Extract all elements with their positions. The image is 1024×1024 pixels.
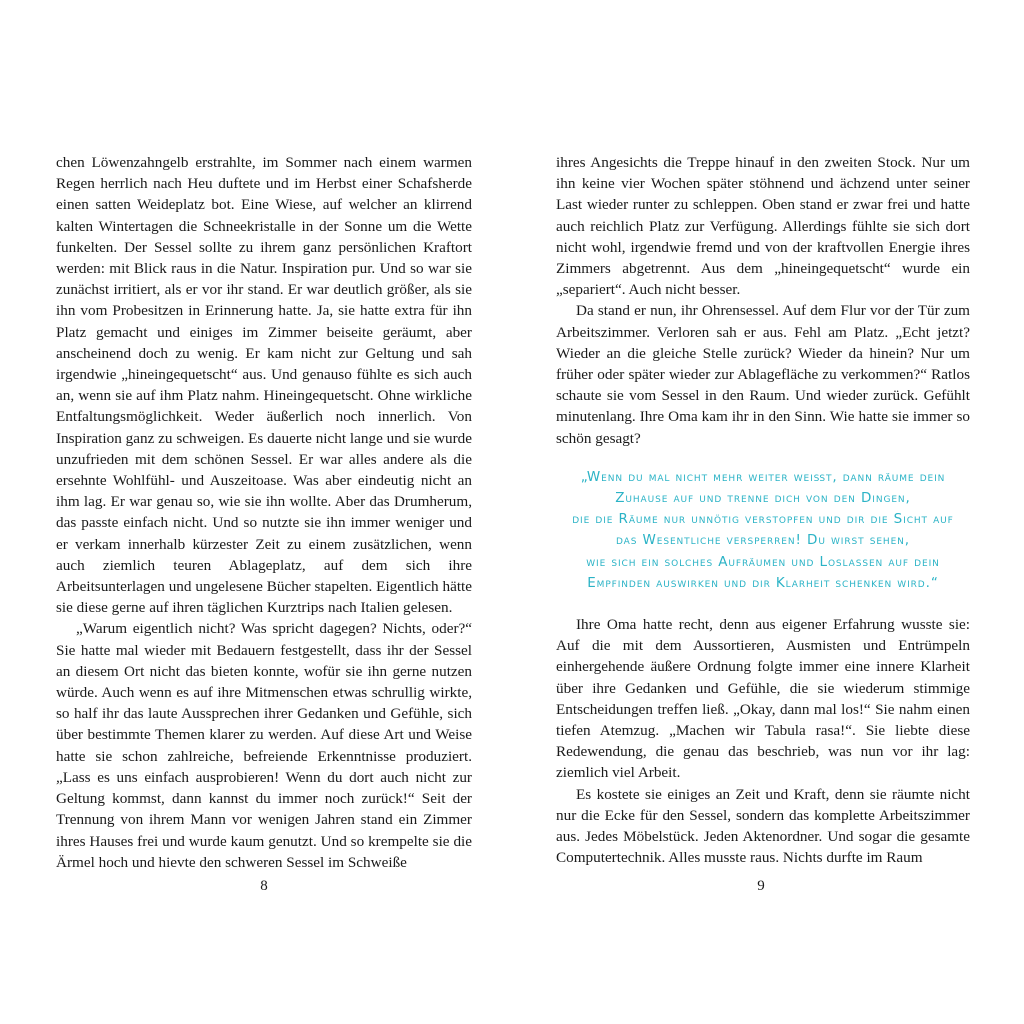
- quote-line: Empfinden auswirken und dir Klarheit schenken wird.“: [587, 574, 939, 591]
- left-page: [56, 152, 472, 873]
- right-page: [556, 152, 970, 869]
- page-number-right: 9: [757, 878, 765, 894]
- left-paragraph-1: chen Löwenzahngelb erstrahlte, im Sommer nach einem warmen Regen herrlich nach Heu duftete und im Herbst einer Schafsherde einen satten Weideplatz bot. Eine Wiese, auf welcher an klirrend kalten Wintertagen die Schneekristalle in der Sonne um die Wette funkelten. Der Sessel sollte zu ihrem ganz persönlichen Kraftort werden: mit Blick raus in die Natur. Inspiration pur. Und so war sie zunächst irritiert, als er vor ihr stand. Er war deutlich größer, als sie ihn vom Probesitzen in Erinnerung hatte. Ja, sie hatte extra für ihn Platz gemacht und einiges im Zimmer beiseite geräumt, aber anscheinend doch zu wenig. Er kam nicht zur Geltung und sah irgendwie „hineingequetscht“ aus. Und genauso fühlte es sich auch an, wenn sie auf ihm Platz nahm. Hineingequetscht. Ohne wirkliche Entfaltungsmöglichkeit. Weder äußerlich noch innerlich. Von Inspiration ganz zu schweigen. Es dauerte nicht lange und sie wurde unzufrieden mit dem schönen Sessel. Er war alles andere als die ersehnte Wohlfühl- und Auszeitoase. Was aber eindeutig nicht an ihm lag. Er war genau so, wie sie ihn wollte. Aber das Drumherum, das passte einfach nicht. Und so nutzte sie ihn immer weniger und er verkam innerhalb kürzester Zeit zu einem zusätzlichen, wenn auch ziemlich teuren Ablageplatz, auf dem sich ihre Arbeitsunterlagen und ungelesene Bücher stapelten. Eigentlich hätte sie diese gerne auf ihren täglichen Kurztrips nach Italien gelesen.: [56, 154, 472, 617]
- grandma-quote: [556, 467, 970, 594]
- left-paragraph-2: „Warum eigentlich nicht? Was spricht dagegen? Nichts, oder?“ Sie hatte mal wieder mit Bedauern festgestellt, dass ihr der Sessel an diesem Ort nicht das bieten konnte, wofür sie ihn gerne nutzen würde. Auch wenn es auf ihre Mitmenschen etwas schrullig wirkte, so half ihr das laute Aussprechen ihrer Gedanken und Gefühle, sich über bestimmte Themen klarer zu werden. Auf diese Art und Weise hatte sie schon zahlreiche, befreiende Erkenntnisse produziert. „Lass es uns einfach ausprobieren! Wenn du dort auch nicht zur Geltung kommst, dann kannst du immer noch zurück!“ Seit der Trennung von ihrem Mann vor wenigen Jahren stand ein Zimmer ihres Hauses frei und wurde kaum genutzt. Und so krempelte sie die Ärmel hoch und hievte den schweren Sessel im Schweiße: [56, 620, 472, 871]
- right-paragraph-4: Es kostete sie einiges an Zeit und Kraft, denn sie räumte nicht nur die Ecke für den Sessel, sondern das komplette Arbeitszimmer aus. Jedes Möbelstück. Jeden Aktenordner. Und sogar die gesamte Computertechnik. Alles musste raus. Nichts durfte im Raum: [556, 785, 970, 867]
- quote-line: „Wenn du mal nicht mehr weiter weißt, dann räume dein: [580, 468, 946, 485]
- right-paragraph-3: Ihre Oma hatte recht, denn aus eigener Erfahrung wusste sie: Auf die mit dem Aussortieren, Ausmisten und Entrümpeln einhergehende äußere Ordnung folgte immer eine innere Klarheit über ihre Gedanken und Gefühle, die sie wiederum stimmige Entscheidungen treffen ließ. „Okay, dann mal los!“ Sie nahm einen tiefen Atemzug. „Machen wir Tabula rasa!“. Sie liebte diese Redewendung, die genau das beschrieb, was nun vor ihr lag: ziemlich viel Arbeit.: [556, 616, 970, 782]
- page-number-left: 8: [260, 878, 268, 894]
- quote-line: Zuhause auf und trenne dich von den Dingen,: [615, 490, 911, 507]
- quote-line: die die Räume nur unnötig verstopfen und dir die Sicht auf: [572, 511, 954, 528]
- quote-line: das Wesentliche versperren! Du wirst sehen,: [615, 532, 910, 549]
- right-paragraph-1: ihres Angesichts die Treppe hinauf in den zweiten Stock. Nur um ihn keine vier Wochen später stöhnend und ächzend unter seiner Last wieder runter zu schleppen. Oben stand er zwar frei und hatte auch reichlich Platz zur Verfügung. Allerdings fühlte sie sich dort nicht wohl, irgendwie fremd und von der kraftvollen Energie ihres Zimmers abgetrennt. Aus dem „hineingequetscht“ wurde ein „separiert“. Auch nicht besser.: [556, 154, 970, 299]
- quote-line: wie sich ein solches Aufräumen und Loslassen auf dein: [586, 553, 940, 570]
- right-paragraph-2: Da stand er nun, ihr Ohrensessel. Auf dem Flur vor der Tür zum Arbeitszimmer. Verloren sah er aus. Fehl am Platz. „Echt jetzt? Wieder an die gleiche Stelle zurück? Wieder da hinein? Nur um früher oder später wieder zur Ablagefläche zu verkommen?“ Ratlos schaute sie vom Sessel in den Raum. Und wieder zurück. Gefühlt minutenlang. Ihre Oma kam ihr in den Sinn. Wie hatte sie immer so schön gesagt?: [556, 302, 970, 447]
